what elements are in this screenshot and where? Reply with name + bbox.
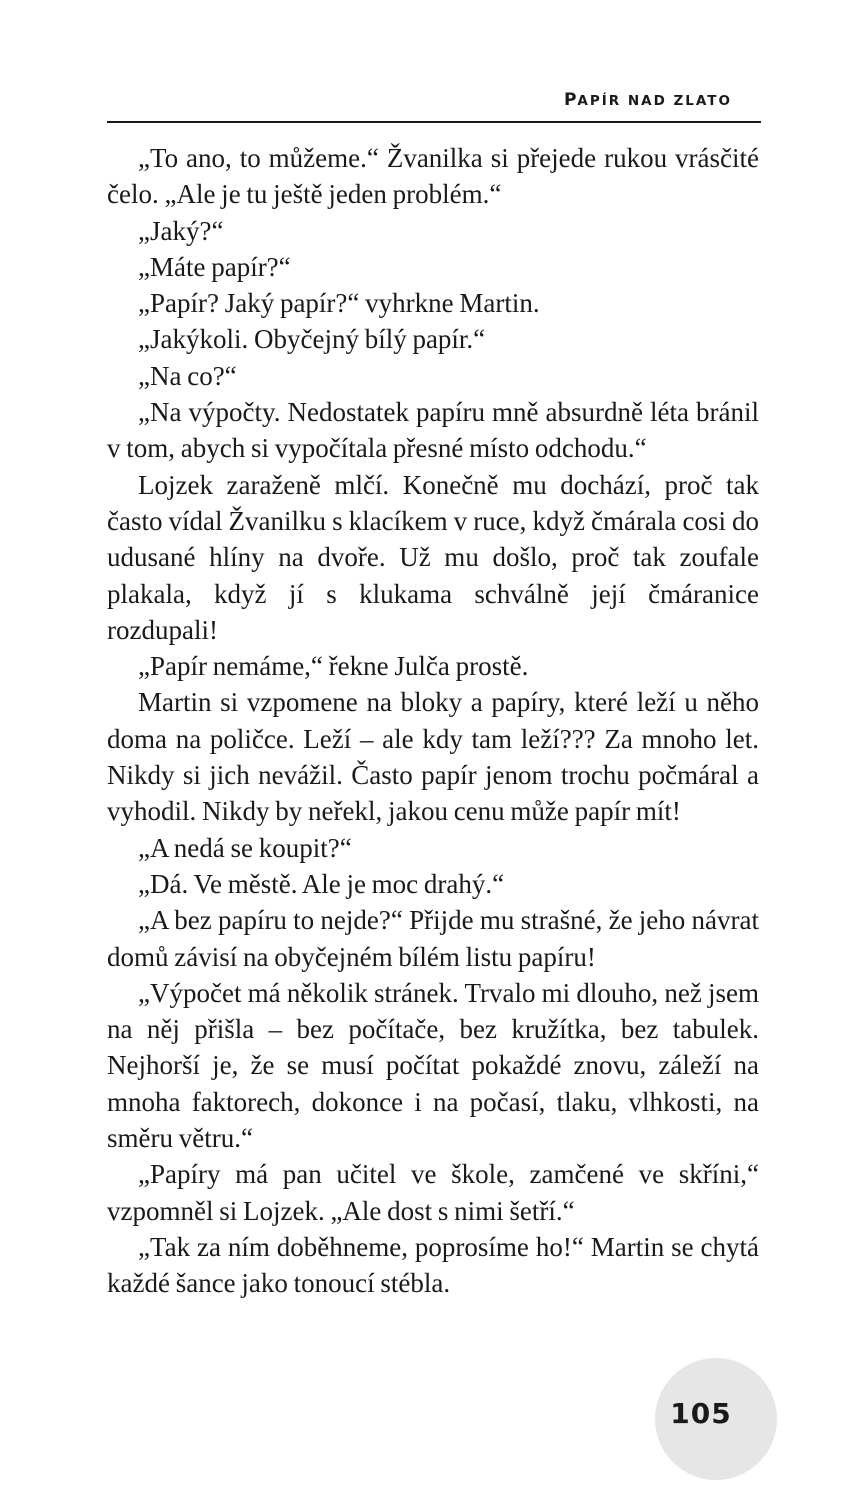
running-header [564,90,732,110]
body-text [107,140,759,1302]
paragraph: Martin si vzpomene na bloky a papíry, které leží u něho doma na poličce. Leží – ale kdy tam leží??? Za mnoho let. Nikdy si jich nevážil. Často papír jenom trochu počmáral a vyhodil. Nikdy by neřekl, jakou cenu může papír mít! [107,687,759,827]
page-number: 105 [670,1397,732,1430]
paragraph: „Jaký?“ [138,215,224,246]
paragraph: „A bez papíru to nejde?“ Přijde mu strašné, že jeho návrat domů závisí na obyčejném bílém listu papíru! [107,905,759,972]
paragraph: „Na co?“ [138,360,237,391]
paragraph: „Dá. Ve městě. Ale je moc drahý.“ [138,868,505,899]
header-rule [107,121,761,123]
paragraph: Lojzek zaraženě mlčí. Konečně mu dochází, proč tak často vídal Žvanilku s klacíkem v ruce, když čmárala cosi do udusané hlíny na dvoře. Už mu došlo, proč tak zoufale plakala, když jí s klukama schválně její čmáranice rozdupali! [107,469,759,645]
paragraph: „Tak za ním doběhneme, poprosíme ho!“ Martin se chytá každé šance jako tonoucí stébla. [107,1231,759,1299]
running-header-title: APÍR NAD ZLATO [577,93,732,109]
paragraph: „Máte papír?“ [138,251,291,282]
running-header-initial: P [563,90,578,110]
paragraph: „Papíry má pan učitel ve škole, zamčené ve skříni,“ vzpomněl si Lojzek. „Ale dost s nimi šetří.“ [107,1159,759,1226]
paragraph: „Na výpočty. Nedostatek papíru mně absurdně léta bránil v tom, abych si vypočítala přesné místo odchodu.“ [107,397,759,464]
paragraph: „Papír nemáme,“ řekne Julča prostě. [138,651,529,682]
paragraph: „A nedá se koupit?“ [138,832,352,863]
page-number-badge [655,1358,777,1480]
paragraph: „Jakýkoli. Obyčejný bílý papír.“ [138,324,486,355]
paragraph: „To ano, to můžeme.“ Žvanilka si přejede rukou vrásčité čelo. „Ale je tu ještě jeden problém.“ [107,143,759,210]
paragraph: „Papír? Jaký papír?“ vyhrkne Martin. [138,288,540,319]
paragraph: „Výpočet má několik stránek. Trvalo mi dlouho, než jsem na něj přišla – bez počítače, bez kružítka, bez tabulek. Nejhorší je, že se musí počítat pokaždé znovu, záleží na mnoha faktorech, dokonce i na počasí, tlaku, vlhkosti, na směru větru.“ [107,977,759,1154]
